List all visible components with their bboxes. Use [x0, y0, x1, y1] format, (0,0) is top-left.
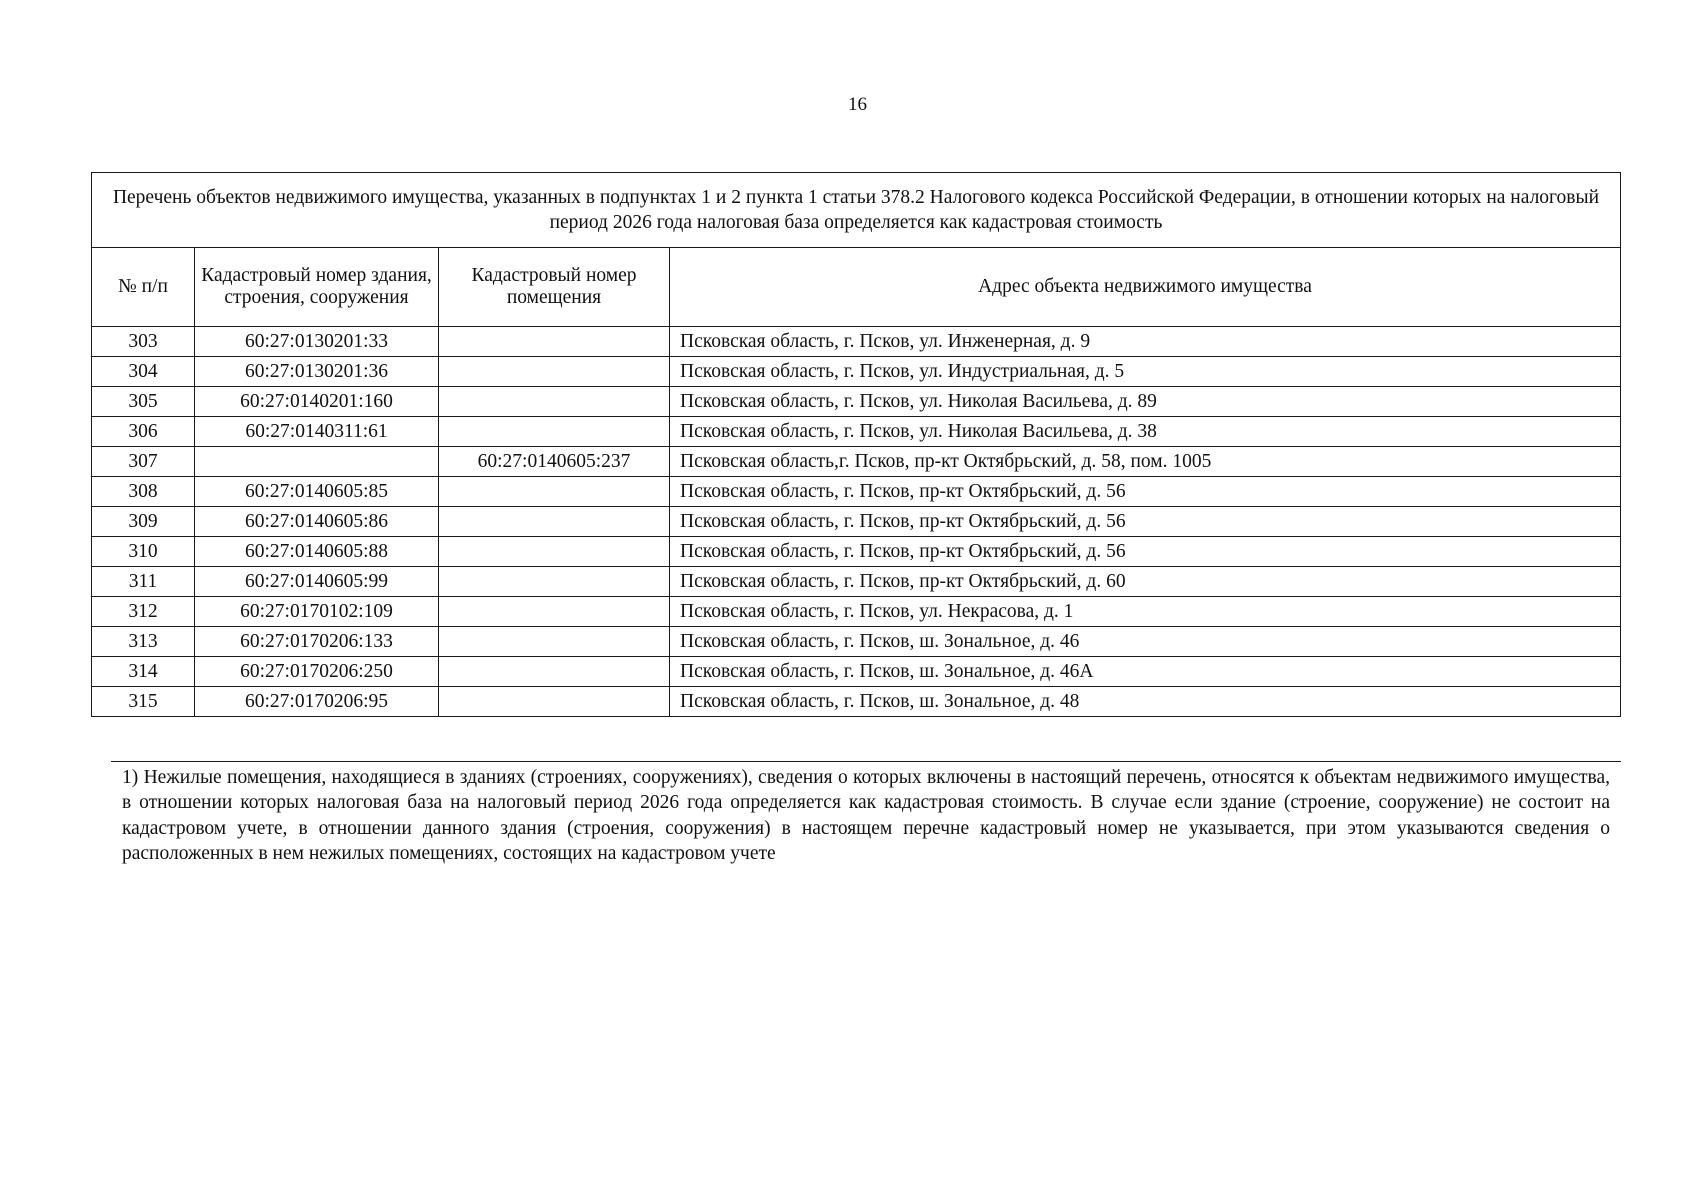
- table-row: [92, 597, 1621, 627]
- cell-room-cadastral: [439, 387, 670, 417]
- cell-room-cadastral: [439, 477, 670, 507]
- cell-address: Псковская область, г. Псков, ш. Зональное, д. 46: [670, 627, 1621, 657]
- cell-address: Псковская область, г. Псков, пр-кт Октябрьский, д. 56: [670, 507, 1621, 537]
- cell-building-cadastral: 60:27:0140605:85: [195, 477, 439, 507]
- cell-building-cadastral: 60:27:0170206:250: [195, 657, 439, 687]
- table-row: [92, 507, 1621, 537]
- header-address: Адрес объекта недвижимого имущества: [670, 248, 1621, 327]
- cell-building-cadastral: 60:27:0130201:33: [195, 327, 439, 357]
- cell-room-cadastral: [439, 327, 670, 357]
- header-building-cadastral: Кадастровый номер здания, строения, сооружения: [195, 248, 439, 327]
- cell-room-cadastral: [439, 417, 670, 447]
- cell-num: 307: [92, 447, 195, 477]
- cell-address: Псковская область, г. Псков, ул. Некрасова, д. 1: [670, 597, 1621, 627]
- table-row: [92, 447, 1621, 477]
- cell-building-cadastral: 60:27:0170206:133: [195, 627, 439, 657]
- table-row: [92, 657, 1621, 687]
- table-row: [92, 687, 1621, 717]
- cell-num: 308: [92, 477, 195, 507]
- cell-room-cadastral: [439, 567, 670, 597]
- cell-address: Псковская область, г. Псков, ул. Николая Васильева, д. 38: [670, 417, 1621, 447]
- cell-building-cadastral: 60:27:0140311:61: [195, 417, 439, 447]
- table-row: [92, 417, 1621, 447]
- cell-address: Псковская область,г. Псков, пр-кт Октябрьский, д. 58, пом. 1005: [670, 447, 1621, 477]
- cell-building-cadastral: 60:27:0130201:36: [195, 357, 439, 387]
- cell-num: 313: [92, 627, 195, 657]
- cell-room-cadastral: [439, 687, 670, 717]
- cell-building-cadastral: 60:27:0140605:88: [195, 537, 439, 567]
- table-row: [92, 327, 1621, 357]
- header-num: № п/п: [92, 248, 195, 327]
- cell-num: 314: [92, 657, 195, 687]
- table-row: [92, 627, 1621, 657]
- table-row: [92, 387, 1621, 417]
- table-row: [92, 567, 1621, 597]
- header-room-cadastral: Кадастровый номер помещения: [439, 248, 670, 327]
- footnote-text: 1) Нежилые помещения, находящиеся в зданиях (строениях, сооружениях), сведения о которых включены в настоящий перечень, относятся к объектам недвижимого имущества, в отношении которых налоговая база на налоговый период 2026 года определяется как кадастровая стоимость. В случае если здание (строение, сооружение) не состоит на кадастровом учете, в отношении данного здания (строения, сооружения) в настоящем перечне кадастровый номер не указывается, при этом указываются сведения о расположенных в нем нежилых помещениях, состоящих на кадастровом учете: [122, 767, 1610, 865]
- cell-num: 311: [92, 567, 195, 597]
- cell-building-cadastral: 60:27:0170206:95: [195, 687, 439, 717]
- cell-num: 305: [92, 387, 195, 417]
- cell-address: Псковская область, г. Псков, ул. Индустриальная, д. 5: [670, 357, 1621, 387]
- cell-num: 304: [92, 357, 195, 387]
- cell-room-cadastral: [439, 537, 670, 567]
- cell-num: 309: [92, 507, 195, 537]
- cell-num: 310: [92, 537, 195, 567]
- cell-building-cadastral: 60:27:0170102:109: [195, 597, 439, 627]
- cell-num: 312: [92, 597, 195, 627]
- table-title-row: [92, 173, 1621, 248]
- cell-address: Псковская область, г. Псков, пр-кт Октябрьский, д. 56: [670, 477, 1621, 507]
- table-title: Перечень объектов недвижимого имущества, указанных в подпунктах 1 и 2 пункта 1 статьи 378.2 Налогового кодекса Российской Федерации, в отношении которых на налоговый период 2026 года налоговая база определяется как кадастровая стоимость: [92, 173, 1621, 248]
- cell-room-cadastral: [439, 627, 670, 657]
- cell-building-cadastral: 60:27:0140605:99: [195, 567, 439, 597]
- cell-room-cadastral: [439, 507, 670, 537]
- table-row: [92, 477, 1621, 507]
- cell-num: 306: [92, 417, 195, 447]
- cell-address: Псковская область, г. Псков, пр-кт Октябрьский, д. 56: [670, 537, 1621, 567]
- property-list-table: [91, 172, 1621, 717]
- cell-building-cadastral: [195, 447, 439, 477]
- page-number: 16: [848, 94, 867, 115]
- cell-room-cadastral: 60:27:0140605:237: [439, 447, 670, 477]
- cell-address: Псковская область, г. Псков, пр-кт Октябрьский, д. 60: [670, 567, 1621, 597]
- cell-address: Псковская область, г. Псков, ш. Зональное, д. 46А: [670, 657, 1621, 687]
- cell-num: 315: [92, 687, 195, 717]
- cell-address: Псковская область, г. Псков, ул. Николая Васильева, д. 89: [670, 387, 1621, 417]
- cell-address: Псковская область, г. Псков, ул. Инженерная, д. 9: [670, 327, 1621, 357]
- cell-building-cadastral: 60:27:0140201:160: [195, 387, 439, 417]
- cell-building-cadastral: 60:27:0140605:86: [195, 507, 439, 537]
- cell-room-cadastral: [439, 357, 670, 387]
- cell-room-cadastral: [439, 597, 670, 627]
- table-body: [92, 327, 1621, 717]
- cell-num: 303: [92, 327, 195, 357]
- cell-room-cadastral: [439, 657, 670, 687]
- cell-address: Псковская область, г. Псков, ш. Зональное, д. 48: [670, 687, 1621, 717]
- table-header-row: [92, 248, 1621, 327]
- footnote-divider: [111, 761, 1621, 762]
- table-row: [92, 537, 1621, 567]
- table-row: [92, 357, 1621, 387]
